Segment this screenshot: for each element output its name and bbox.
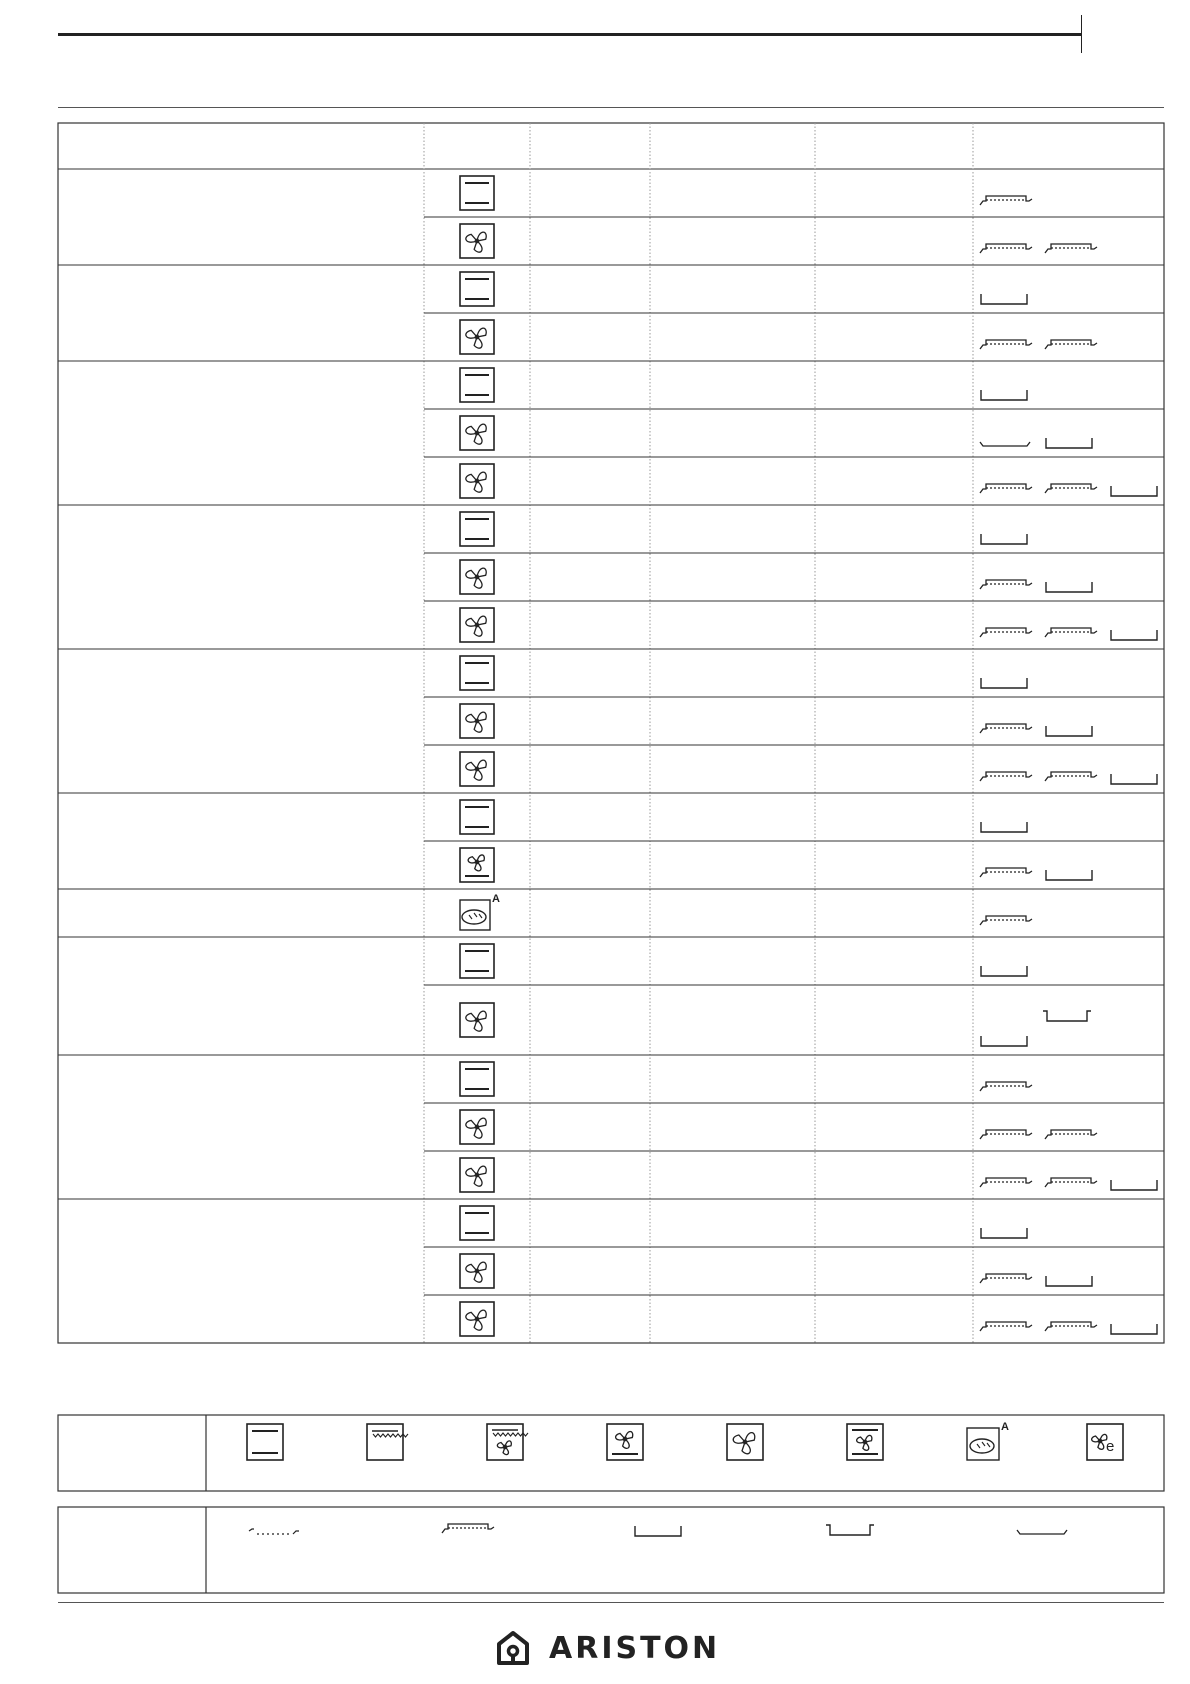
fan-mode-icon [460, 704, 494, 738]
table-row [460, 704, 1092, 738]
svg-text:e: e [1106, 1438, 1115, 1455]
fan-mode-icon [460, 224, 494, 258]
table-row [460, 560, 1092, 594]
fan-mode-icon [460, 320, 494, 354]
eco-fan-function-icon [1087, 1424, 1123, 1460]
accessories-legend-table [58, 1507, 1164, 1593]
pan-accessory-icon [1111, 774, 1157, 784]
bread-function-icon [967, 1421, 1009, 1460]
table-row [460, 656, 1027, 690]
accessory-icons [981, 678, 1027, 688]
wire-accessory-icon [1045, 628, 1097, 637]
accessory-icons [980, 1274, 1092, 1286]
static-mode-icon [460, 368, 494, 402]
wire-accessory-icon [1045, 484, 1097, 493]
fan-mode-icon [460, 1302, 494, 1336]
pan-accessory-icon [981, 390, 1027, 400]
wire-accessory-icon [980, 1130, 1032, 1139]
accessory-icons [980, 1130, 1097, 1139]
fan-mode-icon [460, 1003, 494, 1037]
fan-mode-icon [460, 1158, 494, 1192]
accessory-icons [980, 1178, 1157, 1190]
table-row [460, 368, 1027, 402]
pan-accessory-icon [981, 1036, 1027, 1046]
wire-accessory-icon [980, 1178, 1032, 1187]
accessory-icons [981, 1228, 1027, 1238]
tray-accessory-legend-icon [1017, 1530, 1067, 1534]
table-row [460, 893, 1032, 930]
fan-mode-icon [460, 464, 494, 498]
table-row [460, 752, 1157, 786]
tray-accessory-icon [980, 442, 1030, 446]
table-row [460, 224, 1097, 258]
table-row [460, 416, 1092, 450]
fan-mode-icon [460, 416, 494, 450]
fan-mode-icon [460, 560, 494, 594]
bread-mode-icon [460, 893, 500, 930]
wire-accessory-icon [1045, 1322, 1097, 1331]
accessory-icons [980, 340, 1097, 349]
table-row [460, 1206, 1027, 1240]
pan-accessory-icon [981, 966, 1027, 976]
static-mode-icon [460, 272, 494, 306]
pan-accessory-icon [1046, 726, 1092, 736]
accessory-icons [980, 868, 1092, 880]
accessory-icons [981, 534, 1027, 544]
static-mode-icon [460, 1206, 494, 1240]
static-function-icon [247, 1424, 283, 1460]
static-mode-icon [460, 1062, 494, 1096]
wire-accessory-icon [980, 340, 1032, 349]
table-row [460, 320, 1097, 354]
table-row [460, 272, 1027, 306]
pan-accessory-icon [981, 534, 1027, 544]
wire-accessory-icon [980, 244, 1032, 253]
table-row [460, 1110, 1097, 1144]
wire-accessory-icon [980, 724, 1032, 733]
pan-accessory-icon [1046, 870, 1092, 880]
pan-accessory-icon [981, 1228, 1027, 1238]
wire-accessory-icon [980, 1322, 1032, 1331]
wire-accessory-legend-icon [442, 1524, 494, 1533]
wire-accessory-icon [1045, 244, 1097, 253]
accessory-icons [981, 966, 1027, 976]
table-row [460, 512, 1027, 546]
table-row [460, 1062, 1032, 1096]
table-row [460, 800, 1027, 834]
wire-accessory-icon [980, 580, 1032, 589]
grill-fan-function-icon [487, 1424, 528, 1460]
ariston-logo [495, 1630, 720, 1666]
svg-text:A: A [1001, 1421, 1009, 1433]
svg-text:A: A [492, 893, 500, 905]
grill-function-icon [367, 1424, 408, 1460]
fan-bottom-function-icon [607, 1424, 643, 1460]
wire-accessory-icon [980, 484, 1032, 493]
wire-accessory-icon [980, 868, 1032, 877]
pan-accessory-icon [981, 678, 1027, 688]
shelf-accessory-legend-icon [249, 1529, 299, 1534]
fan-function-icon [727, 1424, 763, 1460]
accessory-icons [981, 822, 1027, 832]
pan-accessory-icon [1111, 1324, 1157, 1334]
static-mode-icon [460, 944, 494, 978]
pan-accessory-icon [1046, 1276, 1092, 1286]
table-row [460, 1003, 1091, 1046]
accessory-icons [980, 772, 1157, 784]
fan-mode-icon [460, 1110, 494, 1144]
fan-mode-icon [460, 608, 494, 642]
wire-accessory-icon [980, 916, 1032, 925]
fan-bottom-mode-icon [460, 848, 494, 882]
pan-accessory-icon [1046, 438, 1092, 448]
static-mode-icon [460, 800, 494, 834]
accessory-icons [980, 916, 1032, 925]
table-row [460, 1158, 1157, 1192]
pan-accessory-icon [1046, 582, 1092, 592]
accessory-icons [980, 580, 1092, 592]
accessory-icons [980, 438, 1092, 448]
drip-accessory-icon [1043, 1011, 1091, 1021]
table-row [460, 848, 1092, 882]
pan-accessory-icon [981, 822, 1027, 832]
legend-tables [0, 1400, 1190, 1610]
wire-accessory-icon [980, 628, 1032, 637]
wire-accessory-icon [980, 772, 1032, 781]
pan-accessory-icon [1111, 1180, 1157, 1190]
table-frame [58, 123, 1164, 1343]
footer-rule [58, 1602, 1164, 1603]
static-mode-icon [460, 512, 494, 546]
wire-accessory-icon [980, 1274, 1032, 1283]
accessory-icons [980, 1322, 1157, 1334]
pan-accessory-icon [1111, 486, 1157, 496]
table-row [460, 1302, 1157, 1336]
wire-accessory-icon [980, 196, 1032, 205]
accessory-icons [980, 196, 1032, 205]
accessory-icons [980, 724, 1092, 736]
wire-accessory-icon [1045, 340, 1097, 349]
table-row [460, 944, 1027, 978]
static-mode-icon [460, 656, 494, 690]
table-row [460, 176, 1032, 210]
wire-accessory-icon [1045, 1130, 1097, 1139]
table-row [460, 608, 1157, 642]
table-row [460, 1254, 1092, 1288]
pan-accessory-legend-icon [635, 1526, 681, 1536]
wire-accessory-icon [1045, 772, 1097, 781]
accessory-icons [980, 628, 1157, 640]
static-mode-icon [460, 176, 494, 210]
drip-accessory-legend-icon [826, 1525, 874, 1535]
fan-mode-icon [460, 752, 494, 786]
fan-mode-icon [460, 1254, 494, 1288]
accessory-icons [981, 1011, 1091, 1046]
wire-accessory-icon [980, 1082, 1032, 1091]
accessory-icons [980, 244, 1097, 253]
accessory-icons [980, 1082, 1032, 1091]
house-icon [495, 1630, 531, 1666]
fan-top-bottom-function-icon [847, 1424, 883, 1460]
table-row [460, 464, 1157, 498]
accessory-icons [981, 294, 1027, 304]
brand-name: ARISTON [549, 1630, 721, 1666]
accessory-icons [981, 390, 1027, 400]
accessory-icons [980, 484, 1157, 496]
pan-accessory-icon [1111, 630, 1157, 640]
wire-accessory-icon [1045, 1178, 1097, 1187]
pan-accessory-icon [981, 294, 1027, 304]
